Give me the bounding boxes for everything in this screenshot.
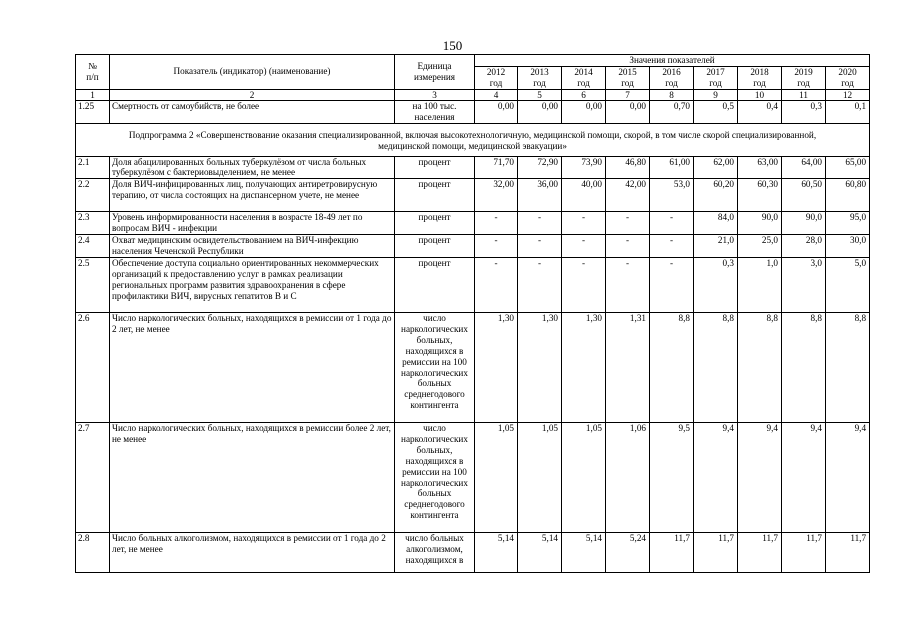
- row-indicator: Уровень информированности населения в возрасте 18-49 лет по вопросам ВИЧ - инфекции: [110, 212, 395, 235]
- row-value: 62,00: [694, 156, 738, 179]
- header-year: 2013 год: [518, 66, 562, 89]
- row-value: -: [518, 212, 562, 235]
- row-value: 11,7: [782, 532, 826, 572]
- row-value: 9,5: [650, 422, 694, 532]
- row-value: -: [475, 212, 518, 235]
- table-row: [76, 312, 870, 422]
- row-value: 8,8: [738, 312, 782, 422]
- row-indicator: Доля ВИЧ-инфицированных лиц, получающих антиретровирусную терапию, от числа состоящих на диспансерном учете, не менее: [110, 179, 395, 212]
- row-value: 28,0: [782, 235, 826, 258]
- row-indicator: Число наркологических больных, находящихся в ремиссии от 1 года до 2 лет, не менее: [110, 312, 395, 422]
- row-value: 0,00: [562, 100, 606, 123]
- row-value: 64,00: [782, 156, 826, 179]
- row-number: 2.2: [76, 179, 110, 212]
- row-value: -: [562, 257, 606, 312]
- row-number: 2.7: [76, 422, 110, 532]
- col-number: 1: [76, 89, 110, 100]
- row-value: 9,4: [782, 422, 826, 532]
- row-indicator: Охват медицинским освидетельствованием на ВИЧ-инфекцию населения Чеченской Республики: [110, 235, 395, 258]
- row-value: 1,30: [562, 312, 606, 422]
- table-row: [76, 212, 870, 235]
- header-year: 2012 год: [475, 66, 518, 89]
- row-value: 60,50: [782, 179, 826, 212]
- header-year: 2020 год: [826, 66, 870, 89]
- row-value: 60,30: [738, 179, 782, 212]
- row-unit: процент: [395, 156, 475, 179]
- header-no: № п/п: [76, 55, 110, 90]
- row-value: 73,90: [562, 156, 606, 179]
- header-unit: Единица измерения: [395, 55, 475, 90]
- row-value: 0,5: [694, 100, 738, 123]
- row-value: 0,4: [738, 100, 782, 123]
- row-number: 2.8: [76, 532, 110, 572]
- row-indicator: Число больных алкоголизмом, находящихся в ремиссии от 1 года до 2 лет, не менее: [110, 532, 395, 572]
- indicators-table: [75, 54, 870, 573]
- row-value: -: [518, 235, 562, 258]
- header-year: 2016 год: [650, 66, 694, 89]
- row-value: 11,7: [826, 532, 870, 572]
- row-unit: процент: [395, 179, 475, 212]
- row-value: 1,06: [606, 422, 650, 532]
- row-value: 0,3: [782, 100, 826, 123]
- table-row: [76, 100, 870, 123]
- row-value: 25,0: [738, 235, 782, 258]
- row-value: -: [475, 257, 518, 312]
- row-value: 1,05: [475, 422, 518, 532]
- col-number: 9: [694, 89, 738, 100]
- row-value: 5,0: [826, 257, 870, 312]
- row-value: -: [650, 257, 694, 312]
- row-value: 1,30: [475, 312, 518, 422]
- col-number: 2: [110, 89, 395, 100]
- row-value: 32,00: [475, 179, 518, 212]
- col-number: 8: [650, 89, 694, 100]
- row-value: 0,00: [518, 100, 562, 123]
- row-value: 11,7: [694, 532, 738, 572]
- col-number: 7: [606, 89, 650, 100]
- row-value: -: [606, 212, 650, 235]
- col-number: 6: [562, 89, 606, 100]
- row-value: 11,7: [738, 532, 782, 572]
- row-unit: процент: [395, 212, 475, 235]
- table-row: [76, 179, 870, 212]
- row-value: 5,24: [606, 532, 650, 572]
- header-year: 2014 год: [562, 66, 606, 89]
- row-indicator: Доля абацилированных больных туберкулёзом от числа больных туберкулёзом с бактериовыделением, не менее: [110, 156, 395, 179]
- row-value: -: [606, 257, 650, 312]
- row-value: 46,80: [606, 156, 650, 179]
- row-value: 1,0: [738, 257, 782, 312]
- row-value: 84,0: [694, 212, 738, 235]
- row-value: 8,8: [782, 312, 826, 422]
- header-year: 2017 год: [694, 66, 738, 89]
- row-value: 21,0: [694, 235, 738, 258]
- col-number: 4: [475, 89, 518, 100]
- row-value: 9,4: [826, 422, 870, 532]
- row-value: 0,1: [826, 100, 870, 123]
- row-value: 30,0: [826, 235, 870, 258]
- row-value: 90,0: [738, 212, 782, 235]
- row-value: 0,3: [694, 257, 738, 312]
- row-value: 9,4: [694, 422, 738, 532]
- row-value: 0,70: [650, 100, 694, 123]
- header-year: 2015 год: [606, 66, 650, 89]
- row-value: -: [650, 235, 694, 258]
- col-number: 11: [782, 89, 826, 100]
- row-unit: число наркологических больных, находящихся в ремиссии на 100 наркологических больных среднегодового контингента: [395, 312, 475, 422]
- row-value: 60,80: [826, 179, 870, 212]
- row-indicator: Обеспечение доступа социально ориентированных некоммерческих организаций к предоставлению услуг в рамках реализации региональных программ развития здравоохранения в сфере профилактики ВИЧ, вирусных гепатитов В и С: [110, 257, 395, 312]
- header-values-title: Значения показателей: [475, 55, 870, 67]
- row-value: 40,00: [562, 179, 606, 212]
- row-unit: на 100 тыс. населения: [395, 100, 475, 123]
- row-indicator: Число наркологических больных, находящихся в ремиссии более 2 лет, не менее: [110, 422, 395, 532]
- row-value: 0,00: [475, 100, 518, 123]
- table-row: [76, 422, 870, 532]
- row-value: -: [606, 235, 650, 258]
- row-unit: процент: [395, 257, 475, 312]
- header-year: 2018 год: [738, 66, 782, 89]
- header-year: 2019 год: [782, 66, 826, 89]
- row-value: 63,00: [738, 156, 782, 179]
- row-value: 71,70: [475, 156, 518, 179]
- row-number: 1.25: [76, 100, 110, 123]
- row-value: -: [650, 212, 694, 235]
- row-value: -: [562, 212, 606, 235]
- row-value: 5,14: [475, 532, 518, 572]
- table-row: [76, 235, 870, 258]
- header-indicator: Показатель (индикатор) (наименование): [110, 55, 395, 90]
- row-value: 60,20: [694, 179, 738, 212]
- table-row: [76, 257, 870, 312]
- row-value: 8,8: [826, 312, 870, 422]
- row-unit: процент: [395, 235, 475, 258]
- row-number: 2.3: [76, 212, 110, 235]
- table-row: [76, 156, 870, 179]
- page-number: 150: [442, 38, 463, 53]
- row-value: 90,0: [782, 212, 826, 235]
- row-value: 9,4: [738, 422, 782, 532]
- row-number: 2.5: [76, 257, 110, 312]
- table-row: [76, 532, 870, 572]
- row-value: 42,00: [606, 179, 650, 212]
- row-value: 3,0: [782, 257, 826, 312]
- row-value: 11,7: [650, 532, 694, 572]
- row-value: -: [475, 235, 518, 258]
- col-number: 10: [738, 89, 782, 100]
- row-value: 1,30: [518, 312, 562, 422]
- row-value: -: [518, 257, 562, 312]
- row-value: 53,0: [650, 179, 694, 212]
- row-value: 1,05: [518, 422, 562, 532]
- row-value: 1,31: [606, 312, 650, 422]
- row-number: 2.1: [76, 156, 110, 179]
- row-value: 61,00: [650, 156, 694, 179]
- row-value: 65,00: [826, 156, 870, 179]
- row-value: -: [562, 235, 606, 258]
- row-value: 72,90: [518, 156, 562, 179]
- row-value: 5,14: [518, 532, 562, 572]
- row-value: 95,0: [826, 212, 870, 235]
- row-unit: число наркологических больных, находящихся в ремиссии на 100 наркологических больных среднегодового контингента: [395, 422, 475, 532]
- col-number: 3: [395, 89, 475, 100]
- row-indicator: Смертность от самоубийств, не более: [110, 100, 395, 123]
- row-unit: число больных алкоголизмом, находящихся в: [395, 532, 475, 572]
- row-value: 1,05: [562, 422, 606, 532]
- row-value: 5,14: [562, 532, 606, 572]
- row-number: 2.4: [76, 235, 110, 258]
- col-number: 5: [518, 89, 562, 100]
- row-value: 36,00: [518, 179, 562, 212]
- row-value: 0,00: [606, 100, 650, 123]
- row-number: 2.6: [76, 312, 110, 422]
- subprogram-heading: Подпрограмма 2 «Совершенствование оказания специализированной, включая высокотехнологичную, медицинской помощи, скорой, в том числе скорой специализированной, медицинской помощи, медицинской эвакуации»: [76, 123, 870, 156]
- row-value: 8,8: [650, 312, 694, 422]
- row-value: 8,8: [694, 312, 738, 422]
- col-number: 12: [826, 89, 870, 100]
